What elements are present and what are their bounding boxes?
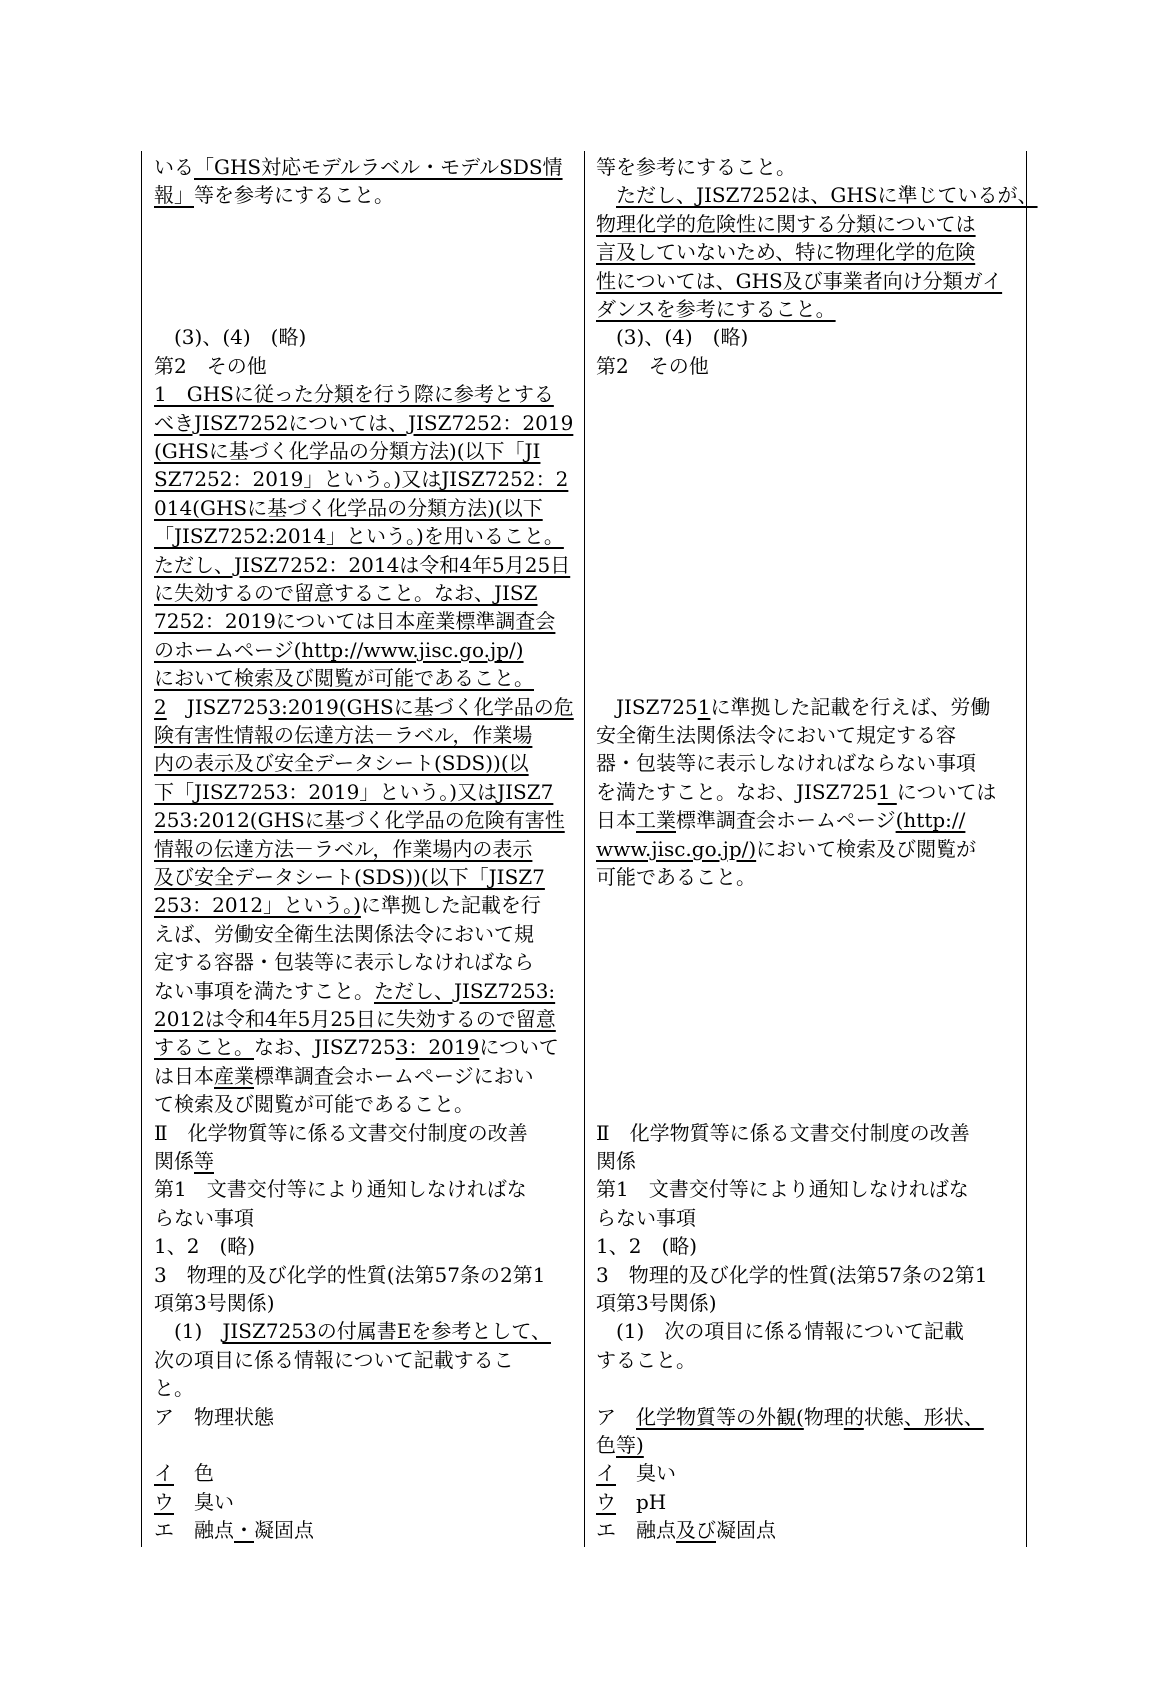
text-line bbox=[154, 409, 573, 437]
underlined-text: SZ7252：2019」という。)又はJISZ7252：2 bbox=[154, 467, 569, 492]
underlined-text: 7252：2019については日本産業標準調査会 bbox=[154, 609, 556, 634]
text-line bbox=[154, 1090, 474, 1118]
text-line bbox=[596, 1289, 717, 1317]
underlined-text: 下「JISZ7253：2019」という。)又はJISZ7 bbox=[154, 779, 554, 804]
text-line bbox=[154, 835, 532, 863]
text-segment: 等を参考にすること。 bbox=[596, 155, 796, 179]
underlined-text: 及び安全データシート(SDS))(以下「JISZ7 bbox=[154, 865, 545, 889]
text-line bbox=[596, 1119, 970, 1147]
underlined-text: 253:2012(GHSに基づく化学品の危険有害性 bbox=[154, 808, 565, 833]
text-segment: について bbox=[479, 1035, 559, 1060]
text-segment: 等を参考にすること。 bbox=[194, 183, 394, 208]
text-line bbox=[596, 1204, 696, 1232]
text-line bbox=[596, 1175, 969, 1203]
text-line bbox=[154, 1033, 559, 1061]
text-line bbox=[154, 1289, 275, 1317]
text-segment: て検索及び閲覧が可能であること。 bbox=[154, 1092, 474, 1117]
text-segment: 3 物理的及び化学的性質(法第57条の2第1 bbox=[596, 1262, 988, 1287]
text-segment: ア 物理状態 bbox=[154, 1404, 274, 1429]
text-segment: 凝固点 bbox=[716, 1518, 776, 1543]
text-segment: 色 bbox=[174, 1461, 214, 1486]
text-line bbox=[154, 863, 545, 891]
text-line bbox=[596, 267, 1002, 295]
text-line bbox=[154, 1459, 214, 1487]
text-line bbox=[154, 153, 563, 181]
text-segment: ア bbox=[596, 1404, 636, 1429]
text-segment: 凝固点 bbox=[254, 1518, 314, 1543]
text-line bbox=[154, 636, 524, 664]
text-line bbox=[596, 352, 709, 380]
text-line bbox=[154, 607, 555, 635]
underlined-text: 情報の伝達方法－ラベル，作業場内の表示 bbox=[154, 836, 533, 861]
underlined-text: 工業 bbox=[636, 808, 676, 833]
text-segment bbox=[596, 183, 616, 207]
text-segment: 項第3号関係) bbox=[154, 1291, 275, 1315]
table-border-right bbox=[1026, 151, 1027, 1547]
text-line bbox=[154, 920, 534, 948]
text-line bbox=[154, 352, 267, 380]
underlined-text: ただし、JISZ7253: bbox=[374, 978, 556, 1003]
text-segment: 臭い bbox=[616, 1461, 676, 1486]
text-segment: なお、JISZ725 bbox=[254, 1035, 396, 1060]
text-segment: 可能であること。 bbox=[596, 865, 756, 889]
text-segment: において検索及び閲覧が bbox=[756, 836, 977, 861]
text-segment: Ⅱ 化学物質等に係る文書交付制度の改善 bbox=[154, 1120, 528, 1145]
text-segment: Ⅱ 化学物質等に係る文書交付制度の改善 bbox=[596, 1120, 970, 1145]
text-line bbox=[596, 1346, 696, 1374]
underlined-text: 等 bbox=[194, 1149, 214, 1173]
table-border-left bbox=[141, 151, 142, 1547]
underlined-text: すること。 bbox=[154, 1035, 254, 1060]
text-segment: 関係 bbox=[154, 1149, 194, 1173]
underlined-text: 化学物質等の外観( bbox=[636, 1404, 804, 1429]
text-segment: らない事項 bbox=[596, 1205, 696, 1230]
text-line bbox=[154, 664, 534, 692]
text-line bbox=[154, 1346, 514, 1374]
text-line bbox=[154, 1005, 556, 1033]
text-line bbox=[596, 778, 996, 806]
text-segment: 関係 bbox=[596, 1149, 636, 1173]
text-line bbox=[154, 1374, 194, 1402]
text-line bbox=[154, 778, 553, 806]
underlined-text: ただし、JISZ7252は、GHSに準じているが、 bbox=[616, 183, 1038, 208]
text-line bbox=[154, 948, 534, 976]
text-segment: 標準調査会ホームページにおい bbox=[254, 1063, 534, 1088]
text-line bbox=[154, 1403, 274, 1431]
underlined-text: (GHSに基づく化学品の分類方法)(以下「JI bbox=[154, 439, 541, 463]
underlined-text: 2012は令和4年5月25日に失効するので留意 bbox=[154, 1007, 556, 1031]
text-segment: 項第3号関係) bbox=[596, 1291, 717, 1315]
text-segment: 1、2 (略) bbox=[596, 1234, 698, 1259]
text-line bbox=[154, 977, 555, 1005]
underlined-text: 1 bbox=[877, 779, 897, 804]
text-segment: を満たすこと。なお、JISZ725 bbox=[596, 779, 878, 804]
text-segment: と。 bbox=[154, 1376, 194, 1401]
text-line bbox=[154, 522, 564, 550]
text-segment: に準拠した記載を行 bbox=[360, 893, 541, 918]
text-line bbox=[154, 1204, 254, 1232]
text-line bbox=[154, 1062, 534, 1090]
text-line bbox=[596, 1147, 636, 1175]
text-line bbox=[596, 693, 990, 721]
text-line bbox=[154, 1516, 314, 1544]
text-segment: えば、労働安全衛生法関係法令において規 bbox=[154, 921, 534, 946]
text-line bbox=[154, 494, 543, 522]
underlined-text: において検索及び閲覧が可能であること。 bbox=[154, 666, 534, 691]
text-segment: 3 物理的及び化学的性質(法第57条の2第1 bbox=[154, 1262, 546, 1287]
text-line bbox=[154, 551, 570, 579]
text-segment: 次の項目に係る情報について記載するこ bbox=[154, 1347, 514, 1372]
underlined-text: 報」 bbox=[154, 183, 194, 208]
text-line bbox=[154, 1261, 545, 1289]
text-line bbox=[596, 323, 748, 351]
underlined-text: 、形状、 bbox=[903, 1404, 984, 1429]
underlined-text: 内の表示及び安全データシート(SDS))(以 bbox=[154, 751, 529, 776]
text-segment: エ 融点 bbox=[596, 1518, 676, 1543]
text-line bbox=[596, 835, 976, 863]
text-line bbox=[596, 181, 1038, 209]
underlined-text: 産業 bbox=[214, 1063, 254, 1088]
text-line bbox=[154, 465, 568, 493]
underlined-text: べきJISZ7252については、JISZ7252：2019 bbox=[154, 410, 574, 435]
underlined-text: (http:// bbox=[895, 808, 966, 833]
text-line bbox=[596, 1431, 644, 1459]
text-line bbox=[596, 238, 975, 266]
text-line bbox=[154, 1232, 255, 1260]
text-segment: 1、2 (略) bbox=[154, 1234, 256, 1259]
text-line bbox=[154, 1175, 527, 1203]
text-segment: pH bbox=[616, 1489, 667, 1514]
text-line bbox=[596, 210, 976, 238]
text-segment: 第1 文書交付等により通知しなければな bbox=[596, 1177, 969, 1202]
text-segment: 第2 その他 bbox=[154, 353, 267, 378]
text-segment: すること。 bbox=[596, 1347, 696, 1372]
text-line bbox=[154, 806, 565, 834]
underlined-text: ただし、JISZ7252：2014は令和4年5月25日 bbox=[154, 552, 571, 577]
text-segment: 色 bbox=[596, 1433, 616, 1457]
underlined-text: ウ bbox=[154, 1489, 174, 1514]
text-segment: (3)、(4) (略) bbox=[154, 325, 307, 350]
underlined-text: ダンスを参考にすること。 bbox=[596, 297, 836, 321]
text-segment: については bbox=[896, 779, 997, 804]
text-segment: 安全衛生法関係法令において規定する容 bbox=[596, 723, 956, 747]
text-segment: ない事項を満たすこと。 bbox=[154, 978, 374, 1003]
text-segment: (1) 次の項目に係る情報について記載 bbox=[596, 1319, 964, 1344]
text-segment: いる bbox=[154, 155, 194, 179]
text-line bbox=[154, 380, 554, 408]
underlined-text: 等) bbox=[616, 1433, 644, 1457]
text-line bbox=[154, 579, 538, 607]
text-segment: 第2 その他 bbox=[596, 353, 709, 378]
text-segment: らない事項 bbox=[154, 1205, 254, 1230]
text-segment: 状態 bbox=[863, 1404, 904, 1429]
underlined-text: のホームページ(http://www.jisc.go.jp/) bbox=[154, 637, 524, 662]
underlined-text: JISZ7253の付属書Eを参考として、 bbox=[222, 1319, 551, 1344]
underlined-text: ウ bbox=[596, 1489, 616, 1514]
underlined-text: 的 bbox=[843, 1404, 864, 1429]
text-line bbox=[154, 181, 394, 209]
text-line bbox=[154, 1317, 551, 1345]
text-segment: エ 融点 bbox=[154, 1518, 234, 1543]
text-line bbox=[596, 1488, 666, 1516]
text-line bbox=[596, 1261, 987, 1289]
column-divider bbox=[584, 151, 585, 1547]
underlined-text: 「JISZ7252:2014」という。)を用いること。 bbox=[154, 524, 564, 549]
text-segment: 臭い bbox=[174, 1489, 234, 1514]
text-line bbox=[596, 295, 836, 323]
text-line bbox=[154, 721, 532, 749]
underlined-text: 性については、GHS及び事業者向け分類ガイ bbox=[596, 268, 1003, 293]
text-segment: 日本 bbox=[596, 808, 636, 833]
underlined-text: 「GHS対応モデルラベル・モデルSDS情 bbox=[194, 155, 563, 179]
text-segment: JISZ725 bbox=[166, 694, 269, 719]
text-line bbox=[154, 323, 306, 351]
underlined-text: 2 bbox=[154, 694, 167, 719]
text-segment: 定する容器・包装等に表示しなければなら bbox=[154, 950, 534, 975]
text-line bbox=[596, 749, 976, 777]
underlined-text: イ bbox=[154, 1461, 174, 1486]
text-segment: (1) bbox=[154, 1319, 223, 1344]
underlined-text: ・ bbox=[234, 1518, 254, 1543]
underlined-text: 253：2012」という。) bbox=[154, 893, 361, 918]
text-line bbox=[154, 1488, 234, 1516]
text-segment: 物理 bbox=[803, 1404, 844, 1429]
text-line bbox=[154, 891, 541, 919]
underlined-text: 3:2019(GHSに基づく化学品の危 bbox=[268, 694, 574, 719]
text-line bbox=[596, 1516, 776, 1544]
text-line bbox=[596, 806, 965, 834]
text-segment: 第1 文書交付等により通知しなければな bbox=[154, 1177, 527, 1202]
underlined-text: に失効するので留意すること。なお、JISZ bbox=[154, 581, 538, 605]
underlined-text: www.jisc.go.jp/) bbox=[596, 836, 757, 861]
underlined-text: 014(GHSに基づく化学品の分類方法)(以下 bbox=[154, 495, 543, 520]
text-line bbox=[596, 1459, 676, 1487]
text-segment: 器・包装等に表示しなければならない事項 bbox=[596, 751, 976, 776]
text-line bbox=[596, 863, 756, 891]
text-line bbox=[596, 721, 956, 749]
text-segment: は日本 bbox=[154, 1063, 214, 1088]
underlined-text: 1 GHSに従った分類を行う際に参考とする bbox=[154, 382, 554, 407]
text-segment: JISZ725 bbox=[596, 694, 698, 719]
text-line bbox=[596, 1232, 697, 1260]
underlined-text: 1 bbox=[697, 694, 711, 719]
text-segment: (3)、(4) (略) bbox=[596, 325, 749, 350]
text-line bbox=[154, 437, 540, 465]
underlined-text: 物理化学的危険性に関する分類については bbox=[596, 211, 976, 236]
underlined-text: 険有害性情報の伝達方法－ラベル，作業場 bbox=[154, 723, 533, 747]
text-line bbox=[154, 749, 529, 777]
text-line bbox=[596, 1403, 984, 1431]
text-segment: に準拠した記載を行えば、労働 bbox=[710, 694, 991, 719]
text-line bbox=[154, 1119, 528, 1147]
text-line bbox=[596, 1317, 964, 1345]
underlined-text: 言及していないため、特に物理化学的危険 bbox=[596, 240, 976, 265]
text-line bbox=[154, 693, 574, 721]
text-line bbox=[154, 1147, 214, 1175]
underlined-text: イ bbox=[596, 1461, 616, 1486]
underlined-text: 3：2019 bbox=[395, 1035, 480, 1060]
text-line bbox=[596, 153, 796, 181]
underlined-text: 及び bbox=[676, 1518, 716, 1543]
text-segment: 標準調査会ホームページ bbox=[676, 808, 896, 833]
